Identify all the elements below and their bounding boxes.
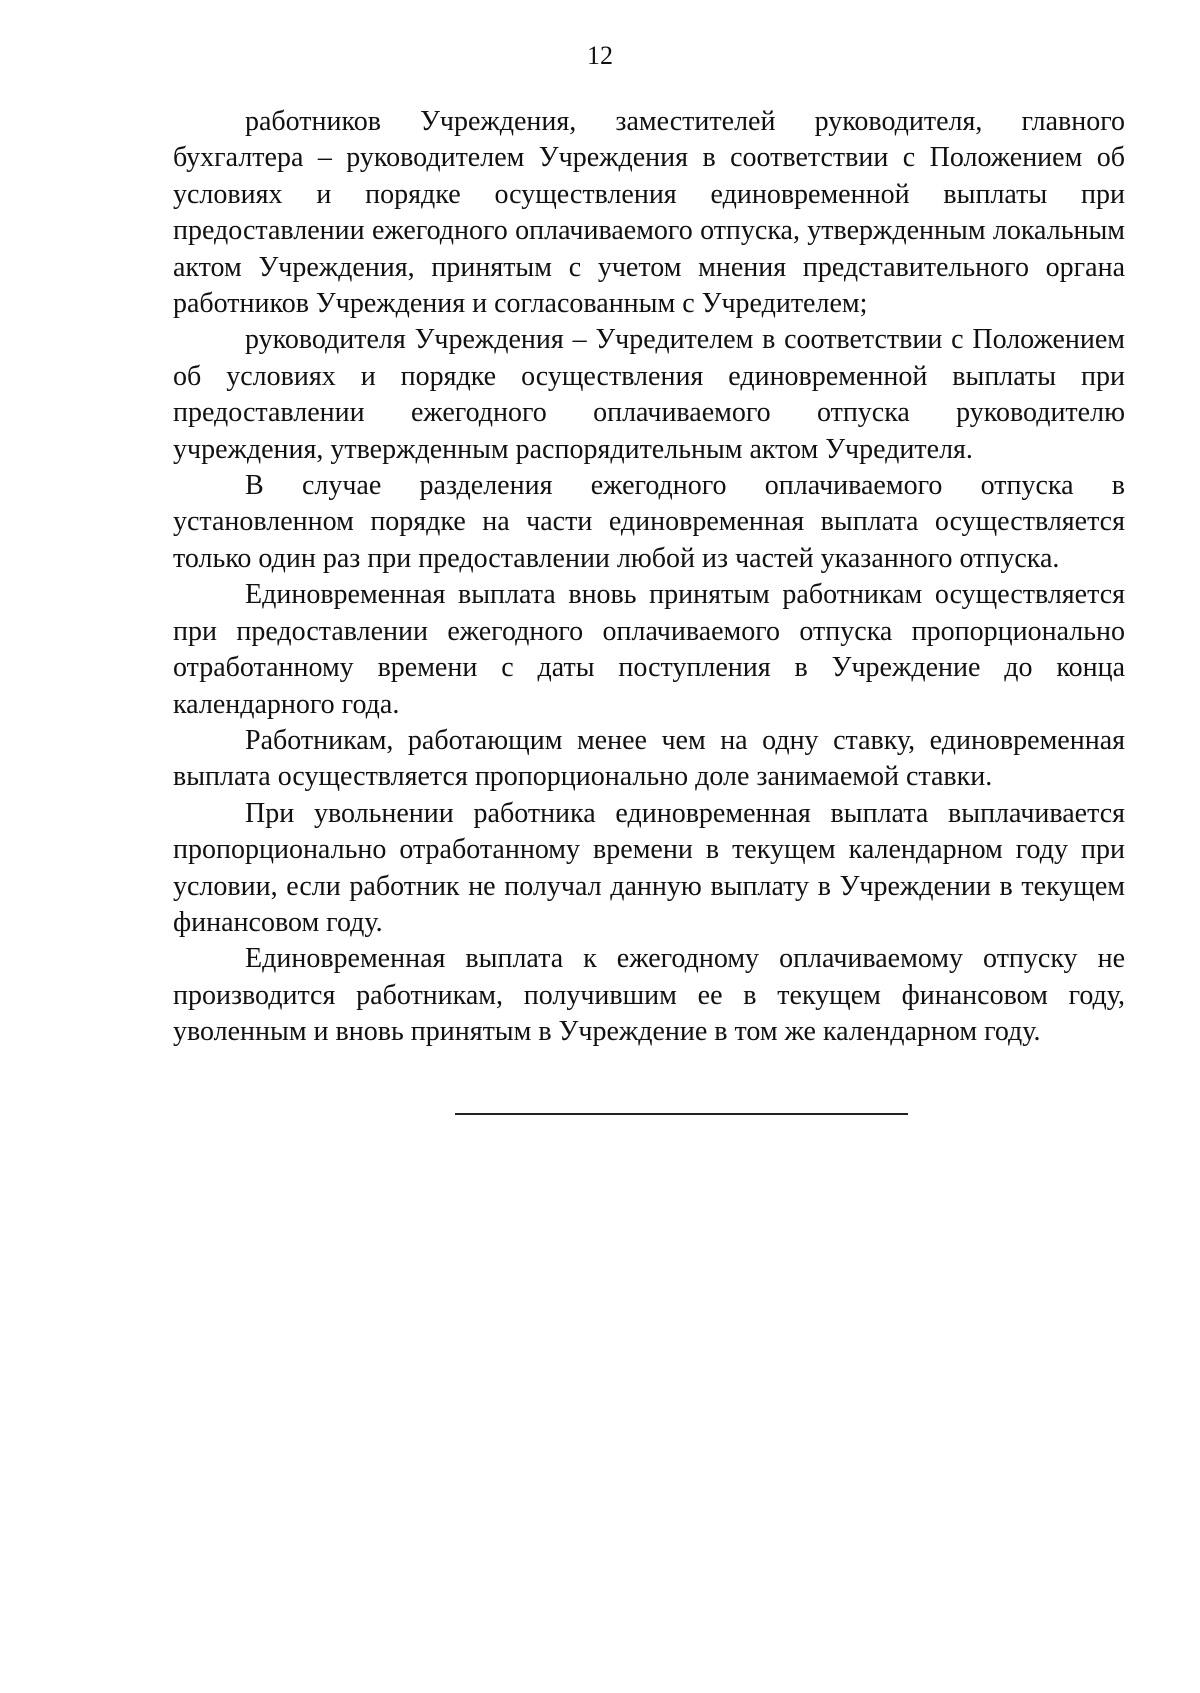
paragraph-5: Работникам, работающим менее чем на одну ставку, единовременная выплата осуществляется пропорционально доле занимаемой ставки. bbox=[173, 724, 1125, 793]
page-number: 12 bbox=[587, 41, 613, 70]
paragraph-3: В случае разделения ежегодного оплачиваемого отпуска в установленном порядке на части единовременная выплата осуществляется только один раз при предоставлении любой из частей указанного отпуска. bbox=[173, 470, 1125, 574]
paragraph-1: работников Учреждения, заместителей руководителя, главного бухгалтера – руководителем Учреждения в соответствии с Положением об условиях и порядке осуществления единовременной выплаты при предоставлении ежегодного оплачиваемого отпуска, утвержденным локальным актом Учреждения, принятым с учетом мнения представительного органа работников Учреждения и согласованным с Учредителем; bbox=[173, 106, 1125, 320]
end-of-text-divider bbox=[455, 1113, 908, 1115]
document-body bbox=[173, 104, 1125, 1051]
paragraph-2: руководителя Учреждения – Учредителем в соответствии с Положением об условиях и порядке осуществления единовременной выплаты при предоставлении ежегодного оплачиваемого отпуска руководителю учреждения, утвержденным распорядительным актом Учредителя. bbox=[173, 324, 1125, 465]
paragraph-7: Единовременная выплата к ежегодному оплачиваемому отпуску не производится работникам, получившим ее в текущем финансовом году, уволенным и вновь принятым в Учреждение в том же календарном году. bbox=[173, 943, 1125, 1048]
paragraph-4: Единовременная выплата вновь принятым работникам осуществляется при предоставлении ежегодного оплачиваемого отпуска пропорционально отработанному времени с даты поступления в Учреждение до конца календарного года. bbox=[173, 579, 1125, 720]
paragraph-6: При увольнении работника единовременная выплата выплачивается пропорционально отработанному времени в текущем календарном году при условии, если работник не получал данную выплату в Учреждении в текущем финансовом году. bbox=[173, 797, 1125, 938]
